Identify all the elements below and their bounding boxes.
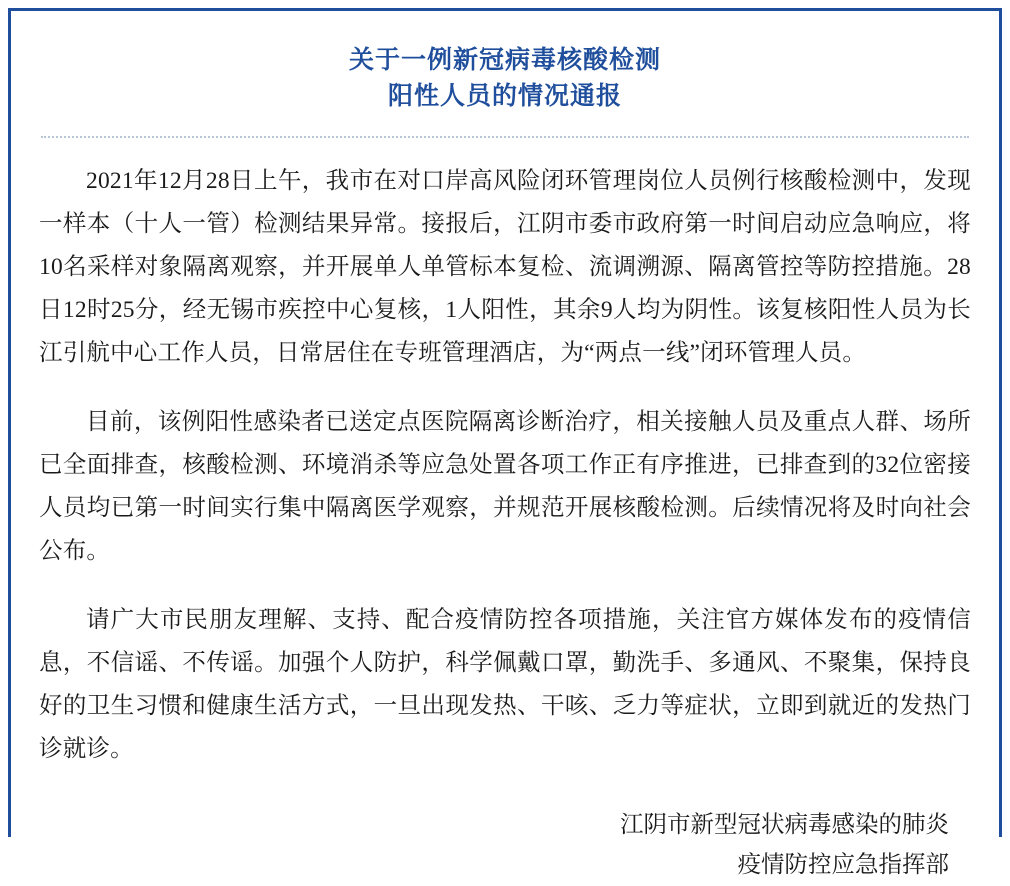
- document-body: [39, 160, 971, 771]
- document-content: [11, 11, 999, 879]
- page-title-line-1: 关于一例新冠病毒核酸检测: [348, 46, 661, 74]
- paragraph-3: 请广大市民朋友理解、支持、配合疫情防控各项措施，关注官方媒体发布的疫情信息，不信谣、不传谣。加强个人防护，科学佩戴口罩，勤洗手、多通风、不聚集，保持良好的卫生习惯和健康生活方式，一旦出现发热、干咳、乏力等症状，立即到就近的发热门诊就诊。: [39, 607, 971, 762]
- frame-border-right: [999, 8, 1002, 837]
- paragraph-2: 目前，该例阳性感染者已送定点医院隔离诊断治疗，相关接触人员及重点人群、场所已全面排查，核酸检测、环境消杀等应急处置各项工作正有序推进，已排查到的32位密接人员均已第一时间实行集中隔离医学观察，并规范开展核酸检测。后续情况将及时向社会公布。: [39, 409, 971, 564]
- paragraph-1: 2021年12月28日上午，我市在对口岸高风险闭环管理岗位人员例行核酸检测中，发现一样本（十人一管）检测结果异常。接报后，江阴市委市政府第一时间启动应急响应，将10名采样对象隔离观察，并开展单人单管标本复检、流调溯源、隔离管控等防控措施。28日12时25分，经无锡市疾控中心复核，1人阳性，其余9人均为阴性。该复核阳性人员为长江引航中心工作人员，日常居住在专班管理酒店，为“两点一线”闭环管理人员。: [39, 168, 971, 366]
- document-signature: [39, 805, 971, 886]
- signature-line-2: 疫情防控应急指挥部: [737, 852, 949, 879]
- title-divider: [41, 136, 969, 138]
- page-title-line-2: 阳性人员的情况通报: [387, 81, 622, 110]
- signature-line-1: 江阴市新型冠状病毒感染的肺炎: [620, 812, 949, 838]
- page-title: [39, 43, 971, 114]
